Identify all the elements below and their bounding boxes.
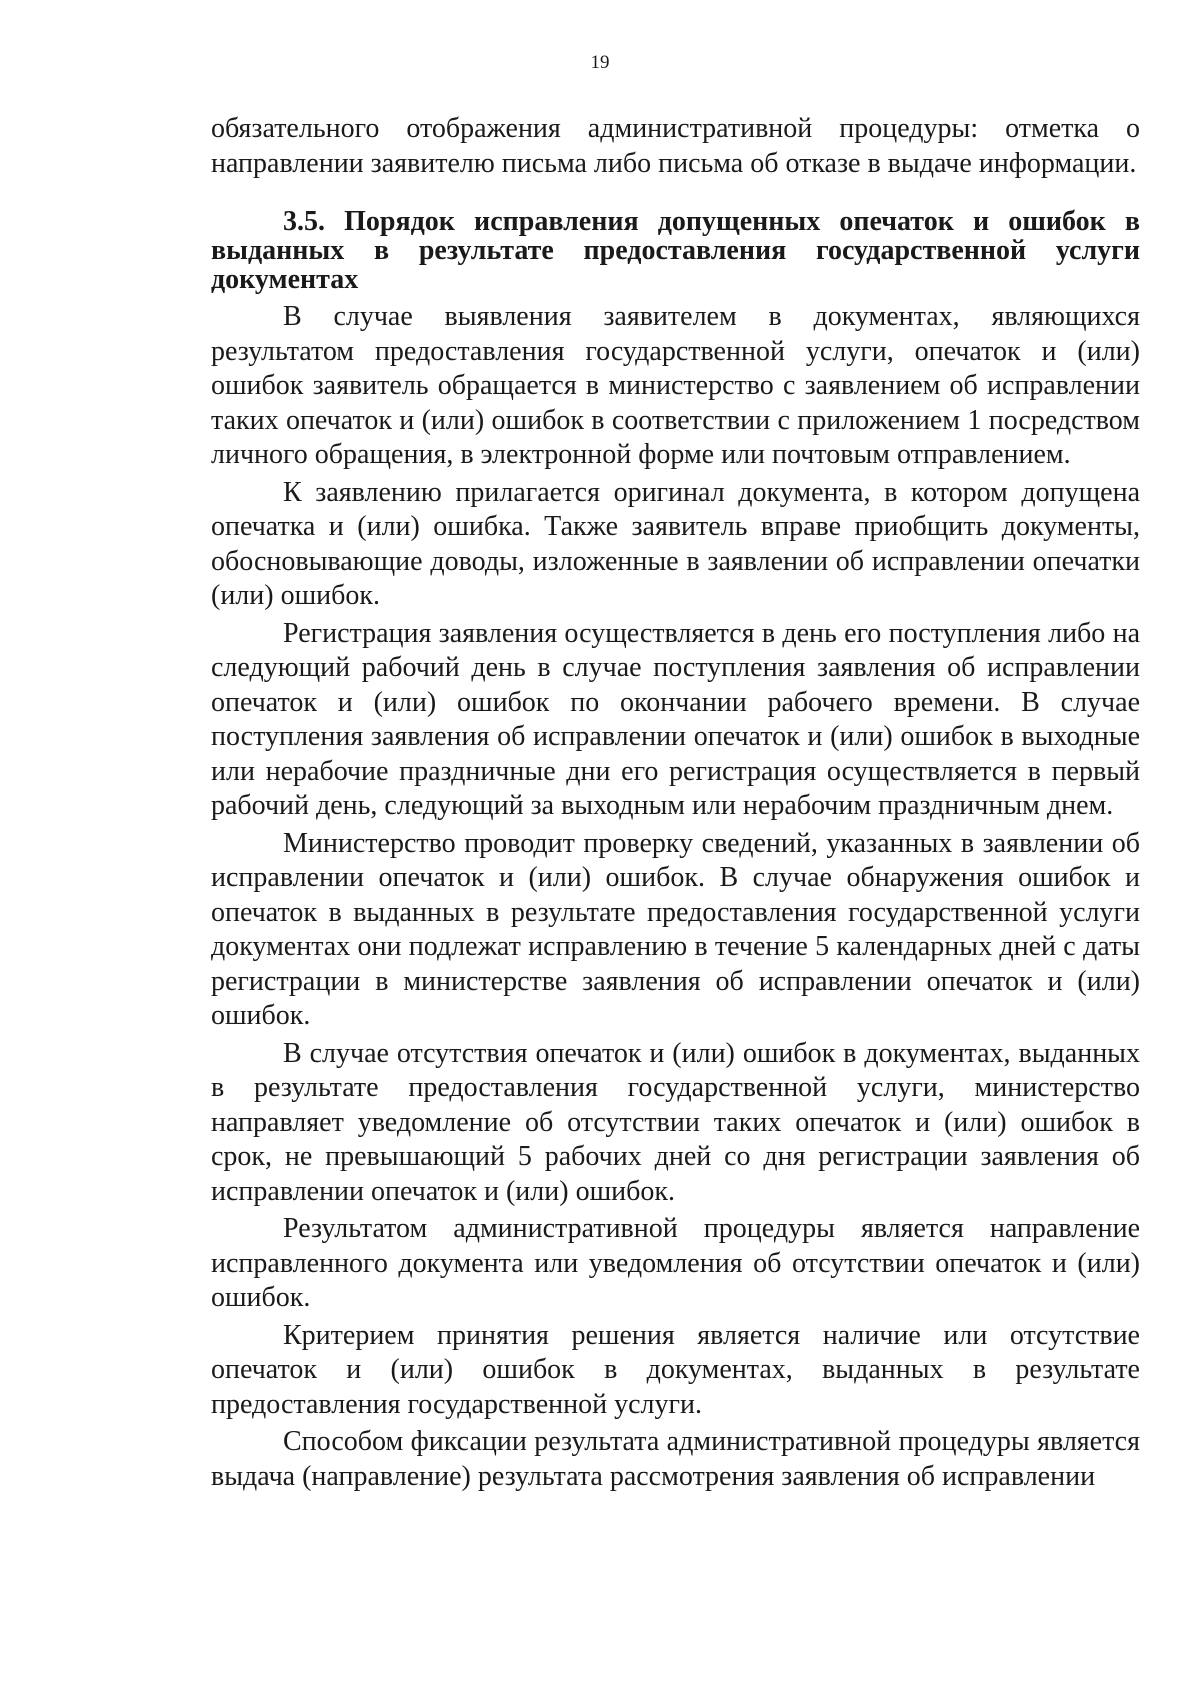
- paragraph-2: К заявлению прилагается оригинал документа, в котором допущена опечатка и (или) ошибка. Также заявитель вправе приобщить документы, обосновывающие доводы, изложенные в заявлении об исправлении опечатки (или) ошибок.: [211, 476, 1140, 611]
- paragraph-6: Результатом административной процедуры является направление исправленного документа или уведомления об отсутствии опечаток и (или) ошибок.: [211, 1213, 1140, 1313]
- paragraph-8: Способом фиксации результата административной процедуры является выдача (направление) результата рассмотрения заявления об исправлении: [211, 1426, 1140, 1492]
- paragraph-4: Министерство проводит проверку сведений, указанных в заявлении об исправлении опечаток и (или) ошибок. В случае обнаружения ошибок и опечаток в выданных в результате предоставления государственной услуги документах они подлежат исправлению в течение 5 календарных дней с даты регистрации в министерстве заявления об исправлении опечаток и (или) ошибок.: [211, 827, 1140, 1031]
- paragraph-1: В случае выявления заявителем в документах, являющихся результатом предоставления государственной услуги, опечаток и (или) ошибок заявитель обращается в министерство с заявлением об исправлении таких опечаток и (или) ошибок в соответствии с приложением 1 посредством личного обращения, в электронной форме или почтовым отправлением.: [211, 301, 1140, 470]
- section-heading: 3.5. Порядок исправления допущенных опечаток и ошибок в выданных в результате предоставления государственной услуги документах: [211, 206, 1140, 295]
- intro-continuation-paragraph: обязательного отображения административной процедуры: отметка о направлении заявителю письма либо письма об отказе в выдаче информации.: [211, 113, 1140, 179]
- paragraph-3: Регистрация заявления осуществляется в день его поступления либо на следующий рабочий день в случае поступления заявления об исправлении опечаток и (или) ошибок по окончании рабочего времени. В случае поступления заявления об исправлении опечаток и (или) ошибок в выходные или нерабочие праздничные дни его регистрация осуществляется в первый рабочий день, следующий за выходным или нерабочим праздничным днем.: [211, 617, 1140, 821]
- document-body: [211, 112, 1140, 1494]
- page-number: 19: [590, 52, 610, 73]
- paragraph-5: В случае отсутствия опечаток и (или) ошибок в документах, выданных в результате предоставления государственной услуги, министерство направляет уведомление об отсутствии таких опечаток и (или) ошибок в срок, не превышающий 5 рабочих дней со дня регистрации заявления об исправлении опечаток и (или) ошибок.: [211, 1037, 1140, 1207]
- paragraph-7: Критерием принятия решения является наличие или отсутствие опечаток и (или) ошибок в документах, выданных в результате предоставления государственной услуги.: [211, 1319, 1140, 1420]
